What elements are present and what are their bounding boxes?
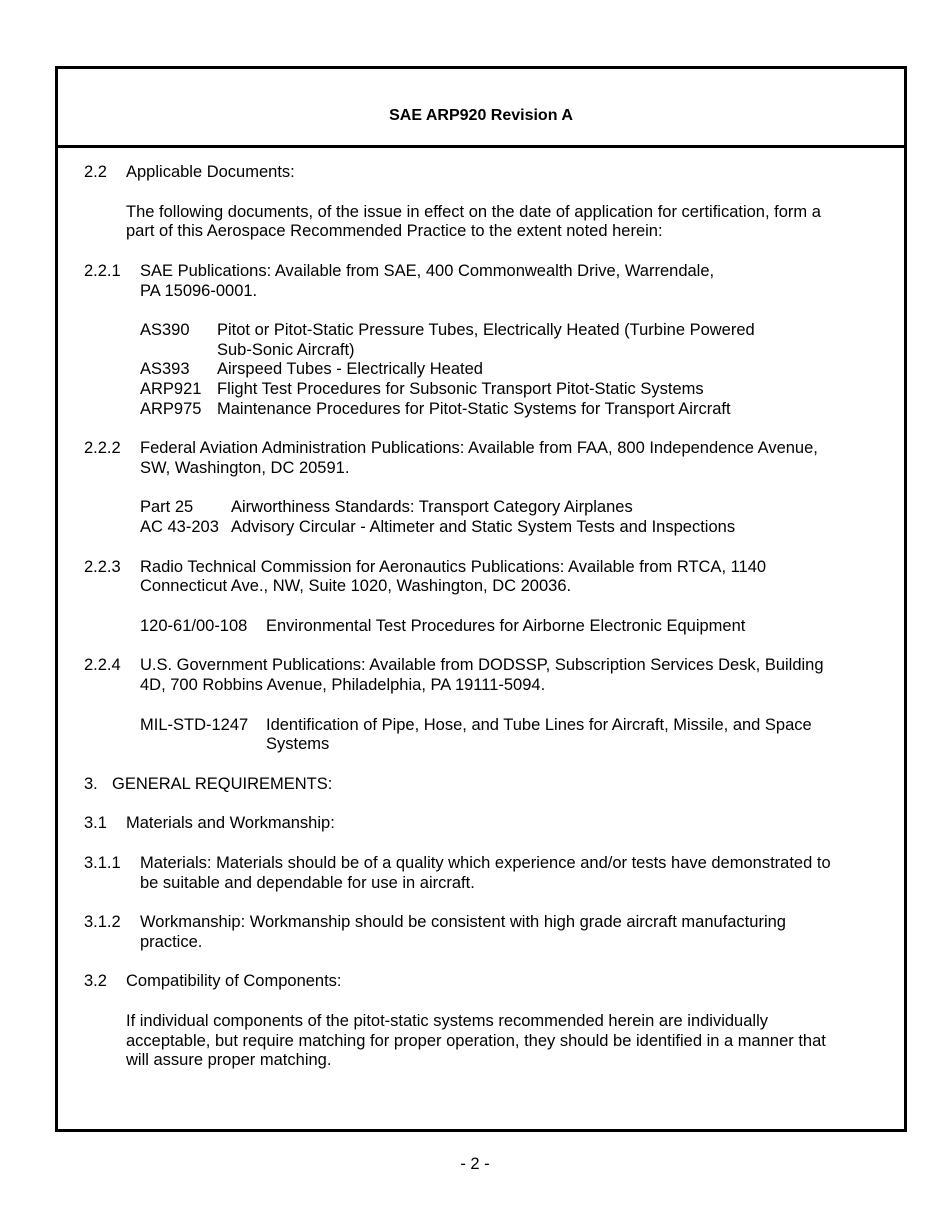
paragraph-line: 4D, 700 Robbins Avenue, Philadelphia, PA 19111-5094. <box>140 676 546 694</box>
doc-title: Airspeed Tubes - Electrically Heated <box>217 360 483 378</box>
paragraph-line: Connecticut Ave., NW, Suite 1020, Washington, DC 20036. <box>140 577 572 595</box>
document-header <box>58 69 904 148</box>
section-number: 3.1 <box>84 814 107 832</box>
section-number: 2.2 <box>84 163 107 181</box>
section-number: 3.1.1 <box>84 854 121 872</box>
section-number: 3.2 <box>84 972 107 990</box>
section-title: Applicable Documents: <box>126 163 295 181</box>
doc-code: AS393 <box>140 360 190 378</box>
doc-title: Pitot or Pitot-Static Pressure Tubes, Electrically Heated (Turbine Powered <box>217 321 755 339</box>
doc-code: Part 25 <box>140 498 194 516</box>
doc-code: AS390 <box>140 321 190 339</box>
section-number: 3.1.2 <box>84 913 121 931</box>
section-number: 3. <box>84 775 98 793</box>
doc-title: Environmental Test Procedures for Airborne Electronic Equipment <box>266 617 746 635</box>
paragraph-line: U.S. Government Publications: Available from DODSSP, Subscription Services Desk, Building <box>140 656 824 674</box>
paragraph-line: acceptable, but require matching for proper operation, they should be identified in a manner that <box>126 1032 826 1050</box>
doc-title: Maintenance Procedures for Pitot-Static Systems for Transport Aircraft <box>217 400 731 418</box>
paragraph-line: Materials: Materials should be of a quality which experience and/or tests have demonstrated to <box>140 854 831 872</box>
paragraph-line: PA 15096-0001. <box>140 282 258 300</box>
paragraph-line: practice. <box>140 933 203 951</box>
doc-title: Flight Test Procedures for Subsonic Transport Pitot-Static Systems <box>217 380 704 398</box>
paragraph-line: Federal Aviation Administration Publications: Available from FAA, 800 Independence Avenue, <box>140 439 818 457</box>
doc-code: MIL-STD-1247 <box>140 716 249 734</box>
section-title: Compatibility of Components: <box>126 972 342 990</box>
paragraph-line: be suitable and dependable for use in aircraft. <box>140 874 475 892</box>
doc-title: Systems <box>266 735 330 753</box>
paragraph-line: If individual components of the pitot-static systems recommended herein are individually <box>126 1012 768 1030</box>
paragraph-line: SAE Publications: Available from SAE, 400 Commonwealth Drive, Warrendale, <box>140 262 715 280</box>
section-number: 2.2.3 <box>84 558 121 576</box>
paragraph-line: The following documents, of the issue in effect on the date of application for certification, form a <box>126 203 821 221</box>
doc-code: AC 43-203 <box>140 518 219 536</box>
doc-title: Advisory Circular - Altimeter and Static System Tests and Inspections <box>231 518 736 536</box>
document-title: SAE ARP920 Revision A <box>389 107 573 124</box>
section-number: 2.2.2 <box>84 439 121 457</box>
doc-title: Identification of Pipe, Hose, and Tube Lines for Aircraft, Missile, and Space <box>266 716 812 734</box>
doc-code: ARP975 <box>140 400 202 418</box>
section-title: Materials and Workmanship: <box>126 814 335 832</box>
doc-code: 120-61/00-108 <box>140 617 248 635</box>
doc-title: Airworthiness Standards: Transport Category Airplanes <box>231 498 633 516</box>
page-number: - 2 - <box>460 1155 490 1173</box>
paragraph-line: will assure proper matching. <box>126 1051 332 1069</box>
paragraph-line: part of this Aerospace Recommended Practice to the extent noted herein: <box>126 222 663 240</box>
paragraph-line: Radio Technical Commission for Aeronautics Publications: Available from RTCA, 1140 <box>140 558 767 576</box>
section-title: GENERAL REQUIREMENTS: <box>112 775 333 793</box>
doc-title: Sub-Sonic Aircraft) <box>217 341 355 359</box>
section-number: 2.2.1 <box>84 262 121 280</box>
doc-code: ARP921 <box>140 380 202 398</box>
paragraph-line: Workmanship: Workmanship should be consistent with high grade aircraft manufacturing <box>140 913 786 931</box>
paragraph-line: SW, Washington, DC 20591. <box>140 459 350 477</box>
section-number: 2.2.4 <box>84 656 121 674</box>
